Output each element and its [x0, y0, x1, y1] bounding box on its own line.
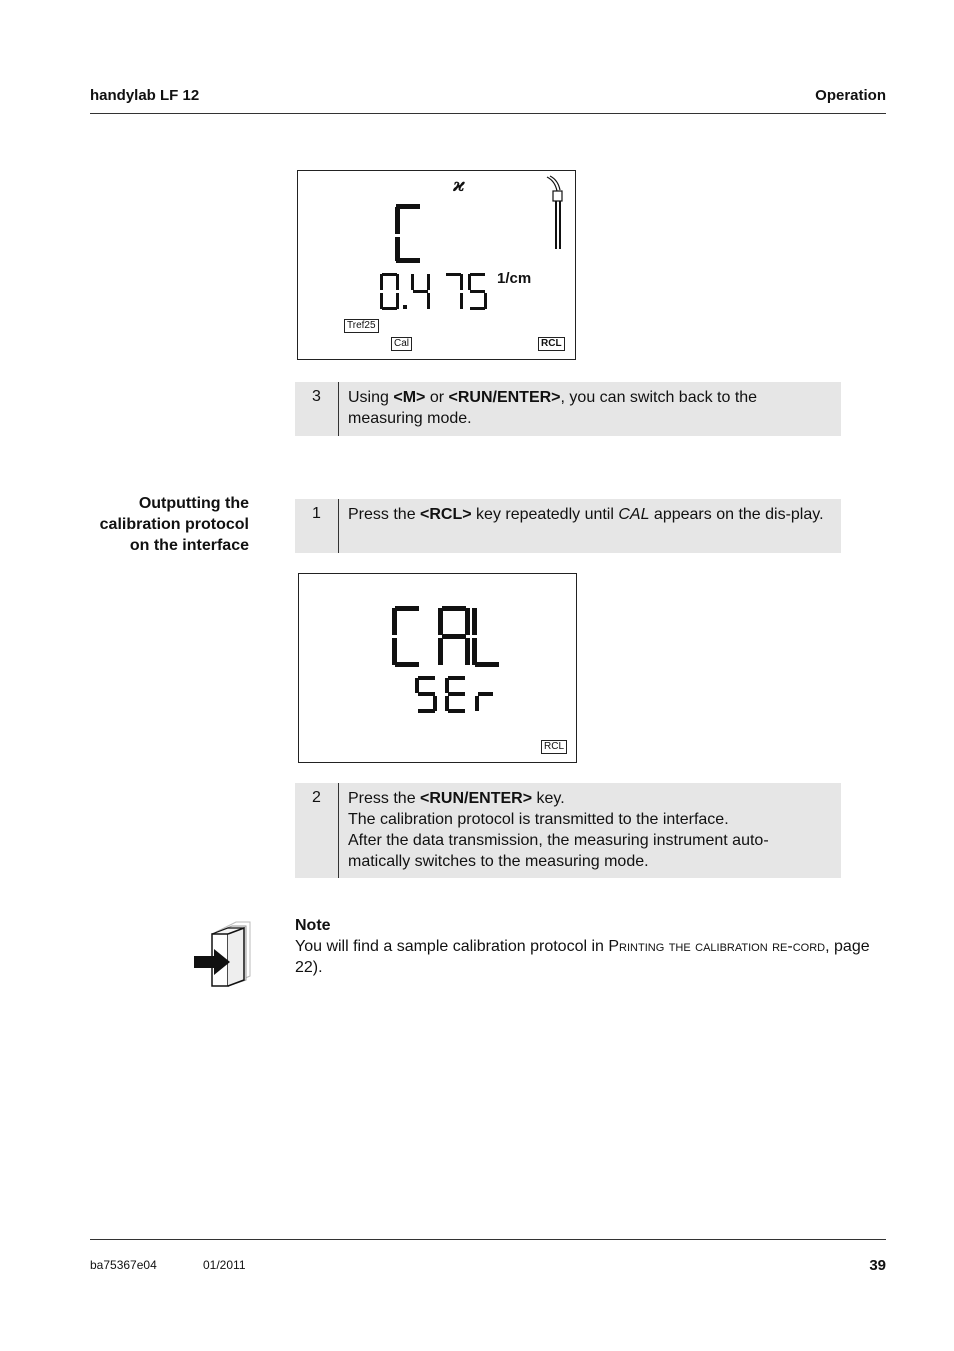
probe-icon — [543, 175, 565, 251]
tag-rcl: RCL — [538, 337, 565, 351]
tag-tref25: Tref25 — [344, 319, 379, 333]
lcd-display-cell-constant — [297, 170, 576, 360]
step-text: Press the <RCL> key repeatedly until CAL appears on the dis-play. — [348, 506, 824, 523]
instruction-step — [295, 783, 841, 878]
step-number: 3 — [295, 382, 339, 436]
step-text: Using <M> or <RUN/ENTER>, you can switch back to the measuring mode. — [348, 389, 758, 427]
tag-cal: Cal — [391, 337, 412, 351]
step-number: 1 — [295, 499, 339, 553]
step-text: Press the <RUN/ENTER> key. The calibration protocol is transmitted to the interface. After the data transmission, the measuring instrument auto- matically switches to the measuring mode. — [348, 790, 769, 870]
lcd-unit: 1/cm — [497, 270, 532, 287]
instruction-step — [295, 499, 841, 553]
step-number: 2 — [295, 783, 339, 878]
section-heading: Outputting the calibration protocol on the interface — [99, 495, 249, 554]
running-header-section: Operation — [815, 87, 886, 104]
footer-doc-number: ba75367e04 — [90, 1258, 157, 1272]
running-header-title: handylab LF 12 — [90, 87, 200, 104]
note-book-arrow-icon — [192, 918, 252, 988]
conductivity-symbol: ϰ — [453, 175, 465, 196]
footer-rule — [90, 1239, 886, 1240]
note-block — [295, 915, 880, 978]
instruction-step — [295, 382, 841, 436]
note-text: You will find a sample calibration protocol in Printing the calibration re-cord, page 22). — [295, 938, 870, 976]
tag-rcl: RCL — [541, 740, 567, 754]
footer-date: 01/2011 — [203, 1258, 246, 1272]
note-title: Note — [295, 917, 331, 934]
lcd-display-cal-ser — [298, 573, 577, 763]
header-rule — [90, 113, 886, 114]
page-number: 39 — [869, 1257, 886, 1274]
